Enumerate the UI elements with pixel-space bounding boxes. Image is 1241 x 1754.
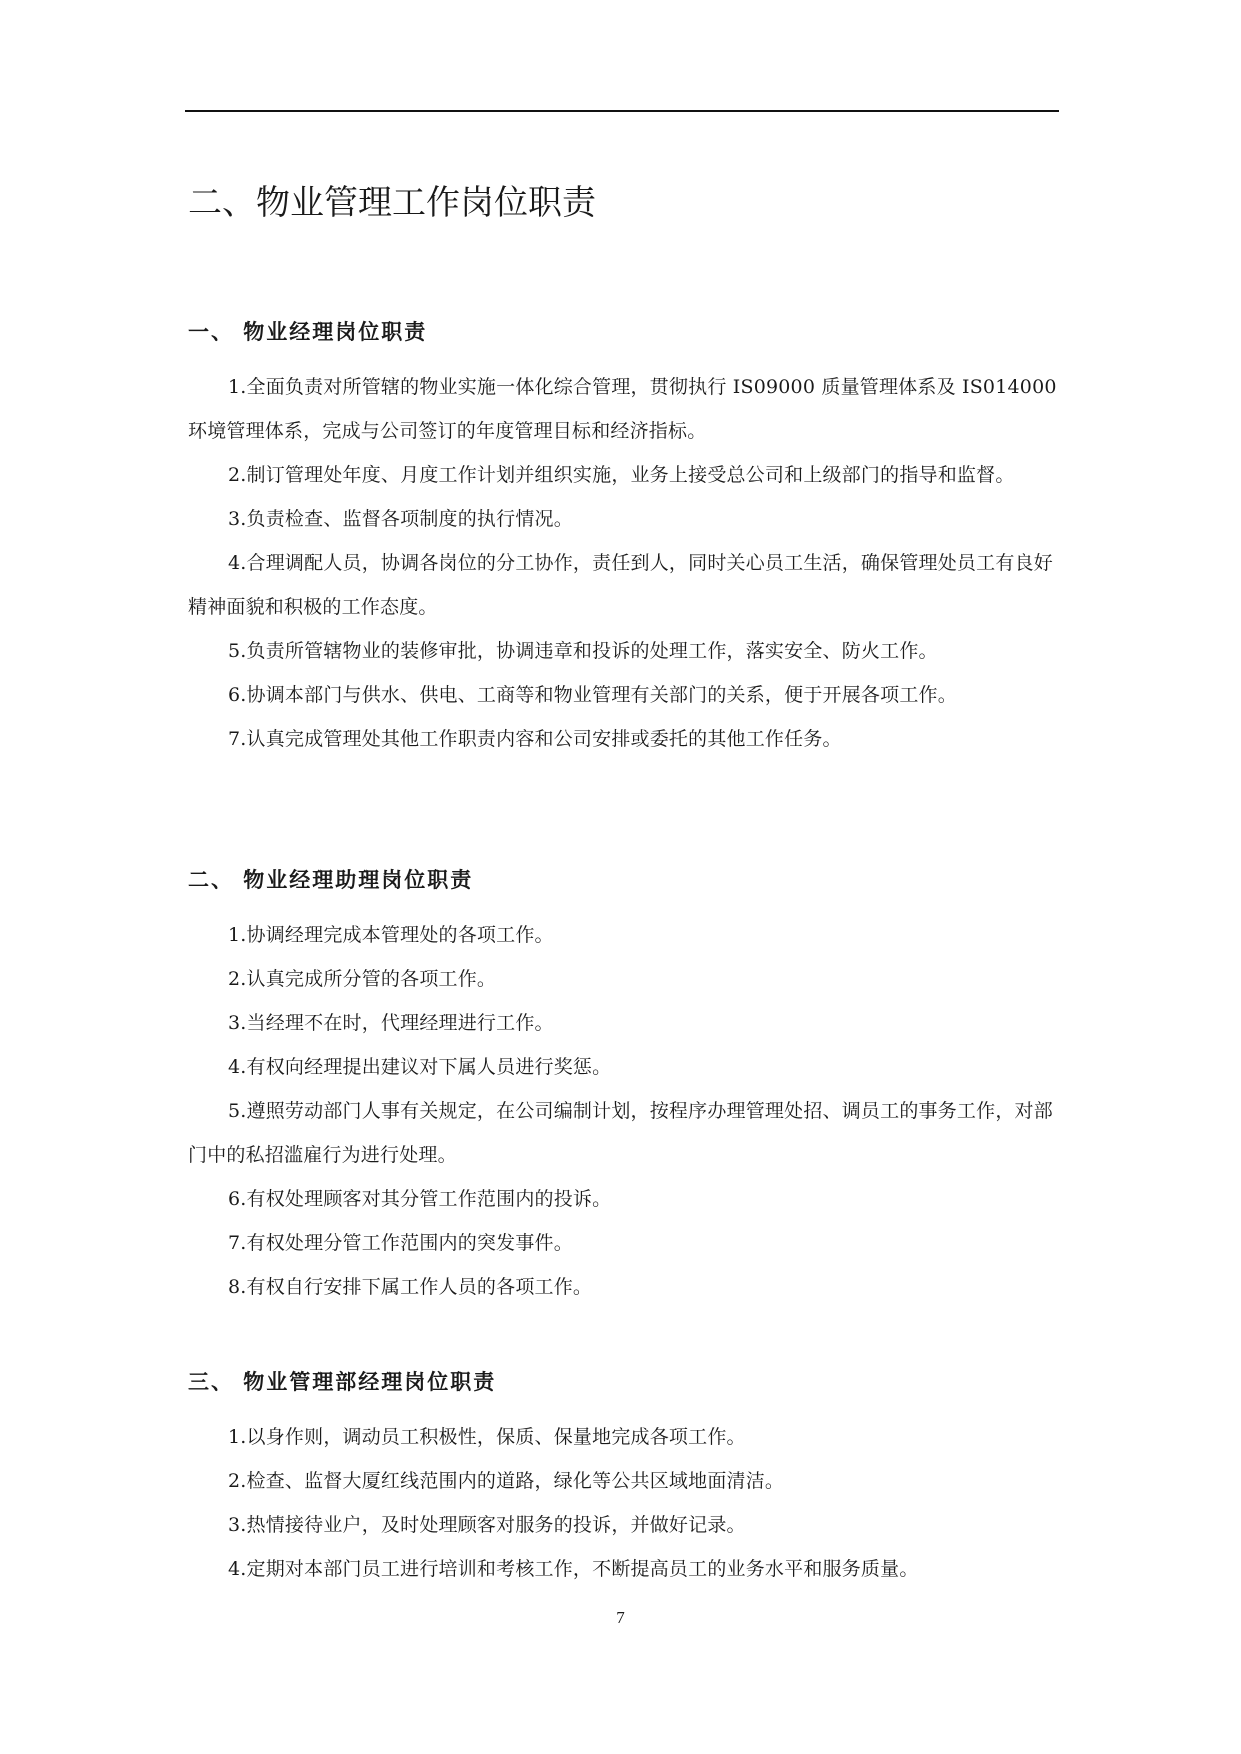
list-item: 5.遵照劳动部门人事有关规定，在公司编制计划，按程序办理管理处招、调员工的事务工作，对部门中的私招滥雇行为进行处理。 [188,1100,1053,1166]
section-assistant-manager [188,865,1060,1309]
section-heading: 二、 物业经理助理岗位职责 [188,868,474,892]
list-item: 4.有权向经理提出建议对下属人员进行奖惩。 [228,1056,612,1078]
header-rule [185,110,1059,112]
list-item: 4.合理调配人员，协调各岗位的分工协作，责任到人，同时关心员工生活，确保管理处员工有良好精神面貌和积极的工作态度。 [188,552,1053,618]
list-item: 1.协调经理完成本管理处的各项工作。 [228,924,554,946]
list-item: 3.热情接待业户，及时处理顾客对服务的投诉，并做好记录。 [228,1514,746,1536]
list-item: 3.当经理不在时，代理经理进行工作。 [228,1012,554,1034]
section-property-manager [188,317,1060,761]
list-item: 2.认真完成所分管的各项工作。 [228,968,497,990]
list-item: 5.负责所管辖物业的装修审批，协调违章和投诉的处理工作，落实安全、防火工作。 [228,640,938,662]
list-item: 7.认真完成管理处其他工作职责内容和公司安排或委托的其他工作任务。 [228,728,842,750]
list-item: 2.制订管理处年度、月度工作计划并组织实施，业务上接受总公司和上级部门的指导和监督。 [228,464,1015,486]
page-title: 二、物业管理工作岗位职责 [188,183,596,223]
list-item: 6.有权处理顾客对其分管工作范围内的投诉。 [228,1188,612,1210]
section-heading: 一、 物业经理岗位职责 [188,320,428,344]
list-item: 1.以身作则，调动员工积极性，保质、保量地完成各项工作。 [228,1426,746,1448]
list-item: 8.有权自行安排下属工作人员的各项工作。 [228,1276,593,1298]
list-item: 3.负责检查、监督各项制度的执行情况。 [228,508,573,530]
list-item: 2.检查、监督大厦红线范围内的道路，绿化等公共区域地面清洁。 [228,1470,785,1492]
section-department-manager [188,1367,1060,1591]
list-item: 6.协调本部门与供水、供电、工商等和物业管理有关部门的关系，便于开展各项工作。 [228,684,957,706]
page-number: 7 [616,1608,625,1627]
list-item: 4.定期对本部门员工进行培训和考核工作，不断提高员工的业务水平和服务质量。 [228,1558,919,1580]
list-item: 1.全面负责对所管辖的物业实施一体化综合管理，贯彻执行 IS09000 质量管理体系及 IS014000 环境管理体系，完成与公司签订的年度管理目标和经济指标。 [188,376,1057,442]
section-heading: 三、 物业管理部经理岗位职责 [188,1370,497,1394]
list-item: 7.有权处理分管工作范围内的突发事件。 [228,1232,573,1254]
